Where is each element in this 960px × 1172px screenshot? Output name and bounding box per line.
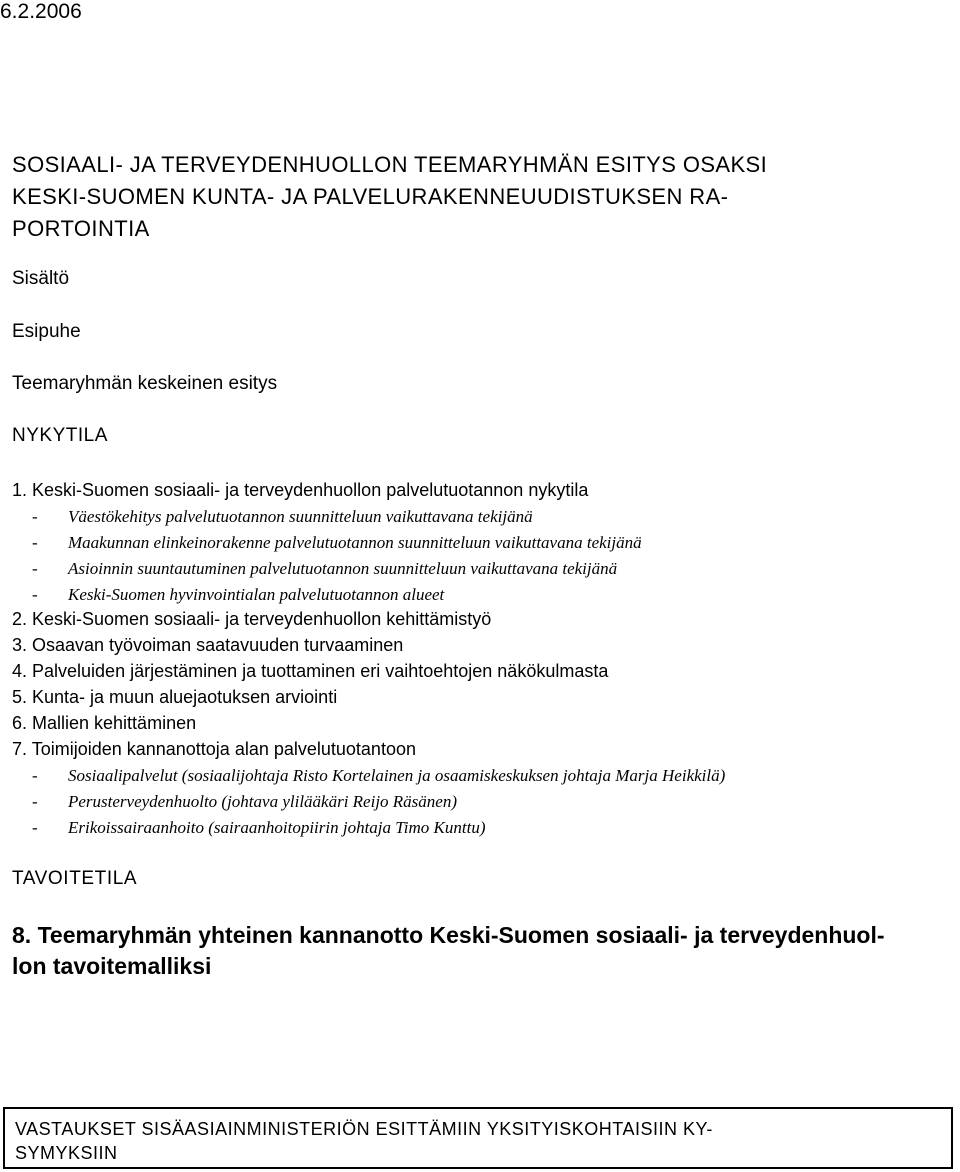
- toc-item: [12, 478, 932, 504]
- toc-subitem: [12, 789, 932, 815]
- toc-subitem: [12, 815, 932, 841]
- toc-subitem: [12, 504, 932, 530]
- document-title: [12, 149, 932, 245]
- dash-bullet: -: [32, 558, 38, 578]
- table-of-contents: [12, 478, 932, 840]
- toc-item: [12, 607, 932, 633]
- toc-subitem: [12, 582, 932, 608]
- toc-subitem-text: Sosiaalipalvelut (sosiaalijohtaja Risto Kortelainen ja osaamiskeskuksen johtaja Marja Heikkilä): [68, 765, 726, 785]
- toc-subitem-text: Asioinnin suuntautuminen palvelutuotannon suunnitteluun vaikuttavana tekijänä: [68, 558, 618, 578]
- toc-preface: Esipuhe: [12, 321, 81, 342]
- dash-bullet: -: [32, 532, 38, 552]
- heading-line: lon tavoitemalliksi: [12, 953, 212, 979]
- toc-item: [12, 659, 932, 685]
- section-heading-current-state: NYKYTILA: [12, 425, 108, 446]
- toc-subitem-text: Keski-Suomen hyvinvointialan palvelutuotannon alueet: [68, 584, 445, 604]
- toc-subitem-text: Väestökehitys palvelutuotannon suunnitteluun vaikuttavana tekijänä: [68, 506, 533, 526]
- toc-subitem: [12, 763, 932, 789]
- toc-item: [12, 633, 932, 659]
- answers-line: SYMYKSIIN: [15, 1143, 118, 1163]
- toc-subitem-text: Maakunnan elinkeinorakenne palvelutuotannon suunnitteluun vaikuttavana tekijänä: [68, 532, 642, 552]
- toc-item-text: 1. Keski-Suomen sosiaali- ja terveydenhuollon palvelutuotannon nykytila: [12, 480, 589, 500]
- toc-item-text: 7. Toimijoiden kannanottoja alan palvelutuotantoon: [12, 738, 416, 759]
- dash-bullet: -: [32, 765, 38, 785]
- toc-item: [12, 685, 932, 711]
- toc-item: [12, 737, 932, 763]
- section-heading-target-state: TAVOITETILA: [12, 868, 138, 889]
- toc-summary: Teemaryhmän keskeinen esitys: [12, 373, 278, 394]
- toc-item-text: 3. Osaavan työvoiman saatavuuden turvaaminen: [12, 635, 404, 656]
- document-date: 6.2.2006: [0, 0, 82, 23]
- title-line: KESKI-SUOMEN KUNTA- JA PALVELURAKENNEUUDISTUKSEN RA-: [12, 184, 729, 209]
- toc-item-text: 2. Keski-Suomen sosiaali- ja terveydenhuollon kehittämistyö: [12, 609, 492, 630]
- dash-bullet: -: [32, 584, 38, 604]
- answers-box: [3, 1107, 953, 1169]
- contents-heading: Sisältö: [12, 268, 70, 289]
- toc-item: [12, 711, 932, 737]
- answers-line: VASTAUKSET SISÄASIAINMINISTERIÖN ESITTÄMIIN YKSITYISKOHTAISIIN KY-: [15, 1119, 713, 1139]
- toc-subitem: [12, 530, 932, 556]
- dash-bullet: -: [32, 506, 38, 526]
- toc-subitem: [12, 556, 932, 582]
- answers-heading: [15, 1117, 945, 1165]
- section-8-heading: [12, 920, 942, 982]
- title-line: PORTOINTIA: [12, 216, 150, 241]
- toc-item-text: 4. Palveluiden järjestäminen ja tuottaminen eri vaihtoehtojen näkökulmasta: [12, 661, 609, 682]
- title-line: SOSIAALI- JA TERVEYDENHUOLLON TEEMARYHMÄN ESITYS OSAKSI: [12, 152, 768, 177]
- dash-bullet: -: [32, 817, 38, 837]
- toc-item-text: 5. Kunta- ja muun aluejaotuksen arviointi: [12, 687, 338, 708]
- toc-subitem-text: Perusterveydenhuolto (johtava ylilääkäri Reijo Räsänen): [68, 791, 458, 811]
- toc-item-text: 6. Mallien kehittäminen: [12, 713, 197, 734]
- heading-line: 8. Teemaryhmän yhteinen kannanotto Keski-Suomen sosiaali- ja terveydenhuol-: [12, 922, 885, 948]
- dash-bullet: -: [32, 791, 38, 811]
- toc-subitem-text: Erikoissairaanhoito (sairaanhoitopiirin johtaja Timo Kunttu): [68, 817, 486, 837]
